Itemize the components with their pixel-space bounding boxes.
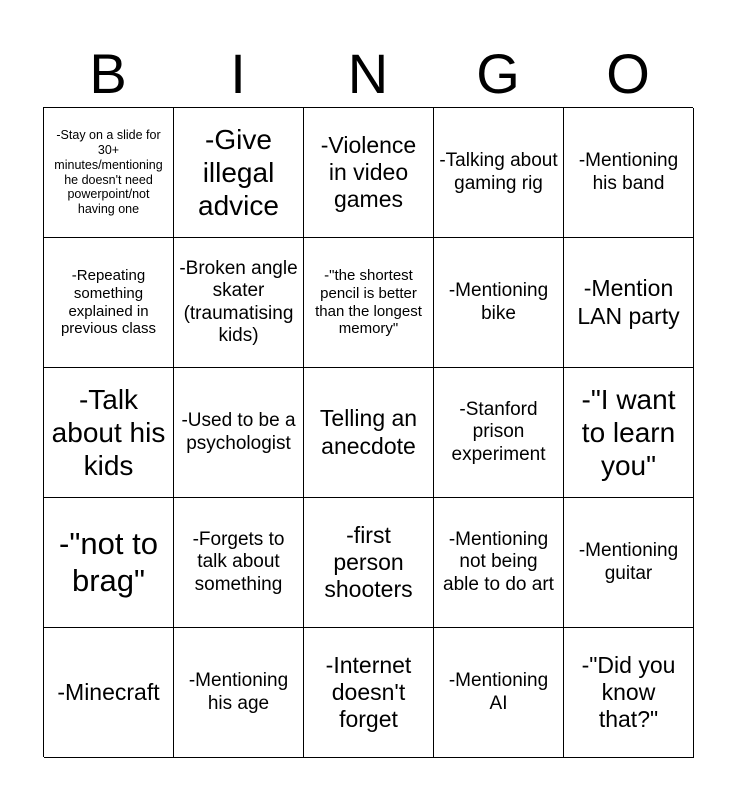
- bingo-header: [43, 40, 693, 108]
- bingo-cell[interactable]: -Mentioning AI: [434, 628, 564, 758]
- header-letter-i: I: [230, 42, 246, 105]
- header-letter-b: B: [89, 42, 127, 105]
- bingo-cell[interactable]: -Talking about gaming rig: [434, 108, 564, 238]
- bingo-cell[interactable]: -Mentioning not being able to do art: [434, 498, 564, 628]
- bingo-cell[interactable]: -first person shooters: [304, 498, 434, 628]
- bingo-cell[interactable]: -Talk about his kids: [44, 368, 174, 498]
- bingo-cell[interactable]: -Mention LAN party: [564, 238, 694, 368]
- bingo-cell[interactable]: -Forgets to talk about something: [174, 498, 304, 628]
- header-letter-o: O: [606, 42, 650, 105]
- bingo-cell[interactable]: -Stanford prison experiment: [434, 368, 564, 498]
- bingo-cell[interactable]: -Mentioning his age: [174, 628, 304, 758]
- header-letter-n: N: [347, 42, 389, 105]
- bingo-cell[interactable]: -Mentioning his band: [564, 108, 694, 238]
- bingo-cell[interactable]: -Minecraft: [44, 628, 174, 758]
- bingo-cell[interactable]: -Mentioning guitar: [564, 498, 694, 628]
- bingo-cell[interactable]: -Give illegal advice: [174, 108, 304, 238]
- bingo-cell[interactable]: -"the shortest pencil is better than the longest memory": [304, 238, 434, 368]
- bingo-cell[interactable]: -Used to be a psychologist: [174, 368, 304, 498]
- bingo-cell[interactable]: -Internet doesn't forget: [304, 628, 434, 758]
- bingo-cell[interactable]: Telling an anecdote: [304, 368, 434, 498]
- bingo-cell[interactable]: -Stay on a slide for 30+ minutes/mentioning he doesn't need powerpoint/not having one: [44, 108, 174, 238]
- header-letter-g: G: [476, 42, 520, 105]
- bingo-board: [43, 107, 693, 757]
- bingo-cell[interactable]: -Repeating something explained in previous class: [44, 238, 174, 368]
- bingo-cell[interactable]: -Mentioning bike: [434, 238, 564, 368]
- bingo-cell[interactable]: -"Did you know that?": [564, 628, 694, 758]
- bingo-cell[interactable]: -Violence in video games: [304, 108, 434, 238]
- bingo-cell[interactable]: -"not to brag": [44, 498, 174, 628]
- bingo-cell[interactable]: -Broken angle skater (traumatising kids): [174, 238, 304, 368]
- bingo-cell[interactable]: -"I want to learn you": [564, 368, 694, 498]
